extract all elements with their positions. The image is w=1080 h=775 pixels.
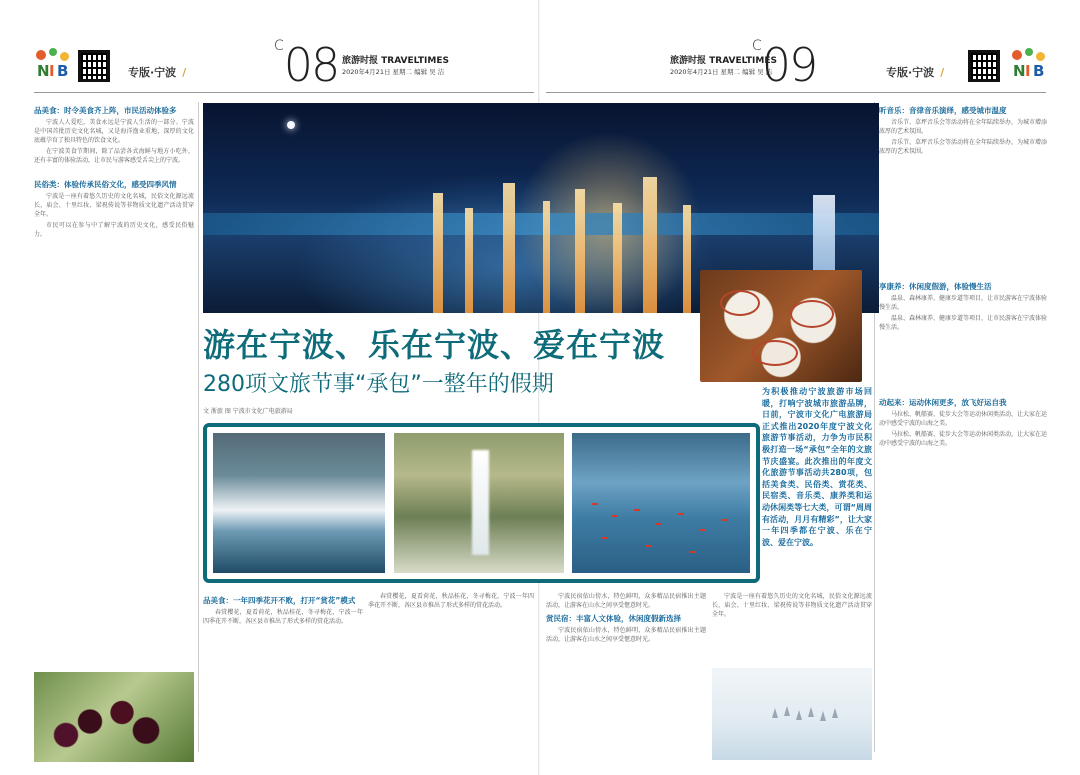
bayberry-photo <box>34 672 194 762</box>
nib-logo-icon: N I B <box>1012 48 1048 84</box>
article-column-left <box>34 102 194 662</box>
article-column-bottom-2 <box>368 592 534 762</box>
article-paragraph: 春赏樱花，夏看荷花，秋品桂花，冬寻梅花，宁波一年四季花开不断，各区县市推出了形式多样的赏花活动。 <box>368 593 534 609</box>
column-rule <box>198 102 199 752</box>
date-line: 2020年4月21日 星期二 编辑 吴 洁 <box>342 68 445 76</box>
paper-name: 旅游时报 TRAVELTIMES <box>670 56 777 66</box>
qr-code-icon <box>968 50 1000 82</box>
paper-name: 旅游时报 TRAVELTIMES <box>342 56 449 66</box>
article-subhead: 民俗类：体验传承民俗文化，感受四季风情 <box>34 180 177 189</box>
article-paragraph: 宁波人人爱吃，美食永远是宁波人生活的一部分。宁波是中国首批历史文化名城，又是海洋渔业重地，深厚的文化底蕴孕育了独具特色的饮食文化。 <box>34 119 194 144</box>
article-paragraph: 市民可以在参与中了解宁波的历史文化，感受民俗魅力。 <box>34 222 194 238</box>
article-paragraph: 音乐节、草坪音乐会等活动将在全年陆续举办，为城市增添浓厚的艺术氛围。 <box>879 119 1047 135</box>
headline-sub: 280项文旅节事“承包”一整年的假期 <box>203 372 554 397</box>
article-subhead: 听音乐：音律音乐演绎，感受城市温度 <box>879 106 1007 115</box>
qr-code-icon <box>78 50 110 82</box>
article-column-bottom-4 <box>712 592 872 664</box>
article-subhead: 品美食：时令美食齐上阵，市民活动体验多 <box>34 106 177 115</box>
page-number: $^C$09 <box>752 38 817 92</box>
header-rule <box>546 92 1046 93</box>
date-line: 2020年4月21日 星期二 编辑 吴 洁 <box>670 68 773 76</box>
article-paragraph: 温泉、森林康养、健康步道等项目，让市民游客在宁波体验慢生活。 <box>879 295 1047 311</box>
page-number: $^C$08 <box>274 38 339 92</box>
article-column-bottom-1 <box>203 592 363 762</box>
byline: 文 浙旅 图 宁波市文化广电旅游局 <box>203 408 293 415</box>
header-rule <box>34 92 534 93</box>
article-subhead: 品美食：一年四季花开不败，打开“赏花”模式 <box>203 596 356 605</box>
section-tag: 专版·宁波 / <box>128 66 187 79</box>
article-paragraph: 在宁波美食节期间，除了品尝各式海鲜与地方小吃外，还有丰富的体验活动，让市民与游客感受舌尖上的宁波。 <box>34 148 194 164</box>
article-paragraph: 音乐节、草坪音乐会等活动将在全年陆续举办，为城市增添浓厚的艺术氛围。 <box>879 139 1047 155</box>
headline-main: 游在宁波、乐在宁波、爱在宁波 <box>203 326 666 364</box>
sailing-photo <box>712 668 872 760</box>
article-paragraph: 温泉、森林康养、健康步道等项目，让市民游客在宁波体验慢生活。 <box>879 315 1047 331</box>
article-subhead: 享康养：休闲度假游，体验慢生活 <box>879 282 992 291</box>
article-paragraph: 马拉松、帆船赛、徒步大会等运动休闲类活动，让大家在运动中感受宁波的山海之美。 <box>879 411 1047 427</box>
section-tag: 专版·宁波 / <box>886 66 945 79</box>
article-paragraph: 宁波民宿依山傍水，特色鲜明，众多精品民宿推出主题活动，让游客在山水之间享受惬意时光。 <box>546 627 706 643</box>
article-paragraph: 宁波是一座有着悠久历史的文化名城，民俗文化源远流长，庙会、十里红妆、梁祝传说等非物质文化遗产活动贯穿全年。 <box>34 193 194 218</box>
article-paragraph: 宁波是一座有着悠久历史的文化名城，民俗文化源远流长，庙会、十里红妆、梁祝传说等非物质文化遗产活动贯穿全年。 <box>712 593 872 618</box>
waterfall-village-photo <box>213 433 385 573</box>
article-paragraph: 宁波民宿依山傍水，特色鲜明，众多精品民宿推出主题活动，让游客在山水之间享受惬意时光。 <box>546 593 706 609</box>
article-column-bottom-3 <box>546 592 706 762</box>
article-subhead: 动起来：运动休闲更多，放飞好运自我 <box>879 398 1007 407</box>
article-paragraph: 春赏樱花，夏看荷花，秋品桂花，冬寻梅花，宁波一年四季花开不断，各区县市推出了形式多样的赏花活动。 <box>203 609 363 625</box>
mountain-waterfall-photo <box>394 433 564 573</box>
fishing-harbor-photo <box>572 433 750 573</box>
article-subhead: 赏民宿：丰富人文体验，休闲度假新选择 <box>546 614 681 623</box>
article-paragraph: 马拉松、帆船赛、徒步大会等运动休闲类活动，让大家在运动中感受宁波的山海之美。 <box>879 431 1047 447</box>
lead-paragraph: 为积极推动宁波旅游市场回暖，打响宁波城市旅游品牌，日前，宁波市文化广电旅游局正式推出2020年度宁波文化旅游节事活动，力争为市民积极打造一场“承包”全年的文旅节庆盛宴。此次推出的年度文化旅游节事活动共280项，包括美食类、民俗类、赏花类、民宿类、音乐类、康养类和运动休闲类等七大类，可谓“周周有活动，月月有精彩”，让大家一年四季都在宁波、乐在宁波、爱在宁波。 <box>762 387 872 547</box>
seafood-feast-photo <box>700 270 862 382</box>
nib-logo-icon: N I B <box>36 48 72 84</box>
article-column-right <box>879 102 1047 762</box>
